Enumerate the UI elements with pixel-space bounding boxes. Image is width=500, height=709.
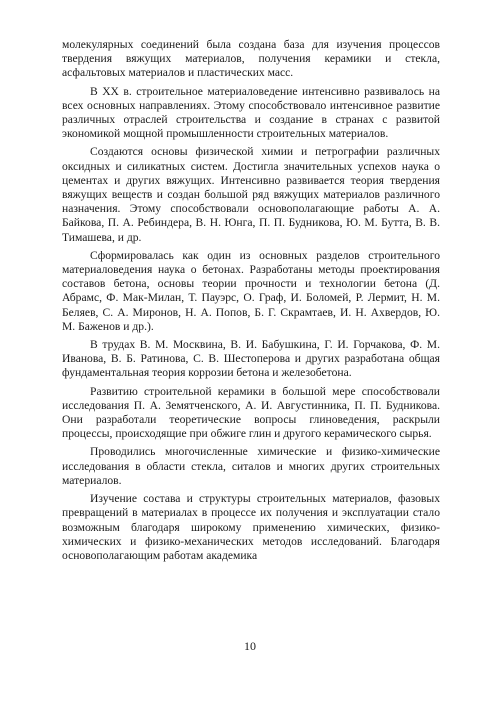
paragraph-5: В трудах В. М. Москвина, В. И. Бабушкина, Г. И. Горчакова, Ф. М. Иванова, В. Б. Ратинова, С. В. Шестоперова и других разработана общая фундаментальная теория коррозии бетона и железобетона. [62, 338, 440, 380]
document-body [62, 38, 440, 567]
paragraph-6: Развитию строительной керамики в большой мере способствовали исследования П. А. Земятченского, А. И. Августинника, П. П. Будникова. Они разработали теоретические вопросы глиноведения, раскрыли процессы, происходящие при обжиге глин и другого керамического сырья. [62, 384, 440, 441]
paragraph-8: Изучение состава и структуры строительных материалов, фазовых превращений в материалах в процессе их получения и эксплуатации стало возможным благодаря широкому применению химических, физико-химических и физико-механических методов исследований. Благодаря основополагающим работам академика [62, 492, 440, 562]
paragraph-7: Проводились многочисленные химические и физико-химические исследования в области стекла, ситалов и многих других строительных материалов. [62, 445, 440, 487]
paragraph-1: молекулярных соединений была создана база для изучения процессов твердения вяжущих материалов, получения керамики и стекла, асфальтовых материалов и пластических масс. [62, 38, 440, 80]
paragraph-3: Создаются основы физической химии и петрографии различных оксидных и силикатных систем. Достигла значительных успехов наука о цементах и других вяжущих. Интенсивно развивается теория твердения вяжущих веществ и создан большой ряд вяжущих материалов различного назначения. Этому способствовали основополагающие работы А. А. Байкова, П. А. Ребиндера, В. Н. Юнга, П. П. Будникова, Ю. М. Бутта, В. В. Тимашева, и др. [62, 145, 440, 244]
paragraph-4: Сформировалась как один из основных разделов строительного материаловедения наука о бетонах. Разработаны методы проектирования составов бетона, основы теории прочности и технологии бетона (Д. Абрамс, Ф. Мак-Милан, Т. Пауэрс, О. Граф, И. Боломей, Р. Лермит, Н. М. Беляев, С. А. Миронов, Н. А. Попов, Б. Г. Скрамтаев, И. Н. Ахвердов, Ю. М. Баженов и др.). [62, 248, 440, 333]
paragraph-2: В XX в. строительное материаловедение интенсивно развивалось на всех основных направлениях. Этому способствовало интенсивное развитие различных отраслей строительства и создание в странах с развитой экономикой мощной промышленности строительных материалов. [62, 84, 440, 141]
page-number: 10 [244, 639, 256, 653]
